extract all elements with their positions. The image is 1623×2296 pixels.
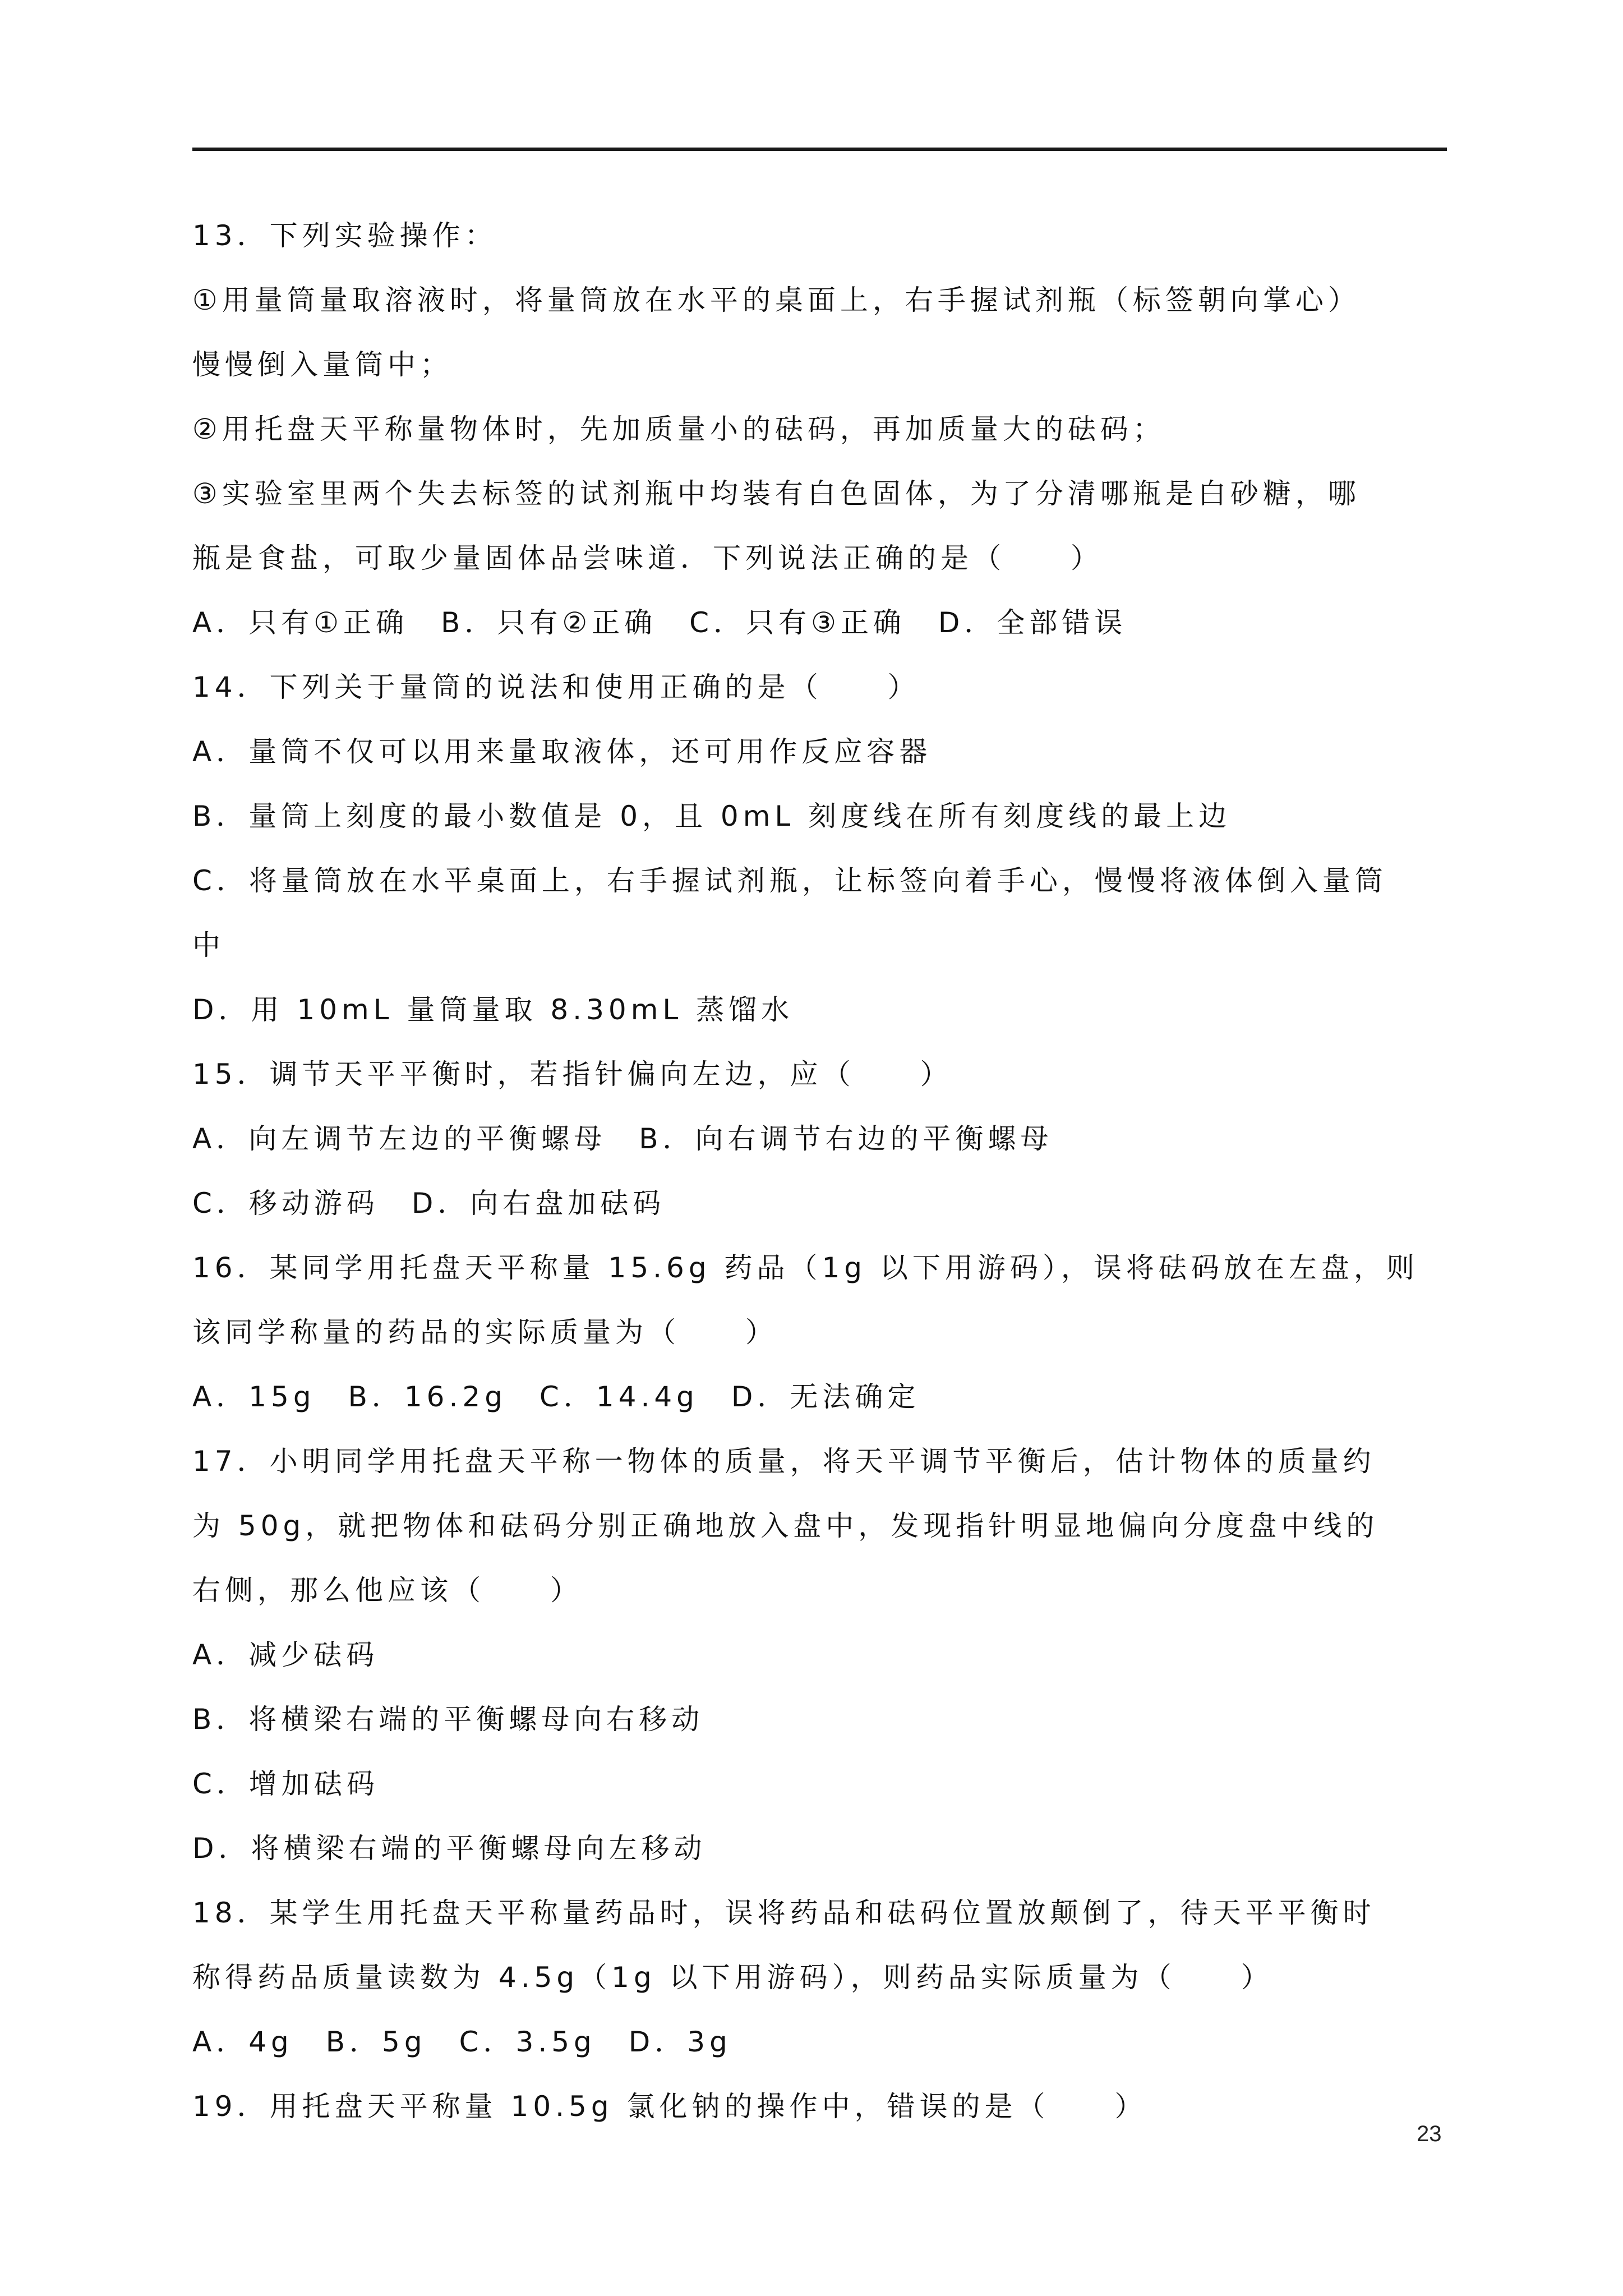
q17-option-b: B．将横梁右端的平衡螺母向右移动 [192, 1703, 704, 1736]
q17-option-a: A．减少砝码 [192, 1639, 379, 1671]
q16-options: A．15g B．16.2g C．14.4g D．无法确定 [192, 1381, 920, 1413]
q14-stem: 14．下列关于量筒的说法和使用正确的是（ ） [192, 671, 920, 703]
q13-item-1: ①用量筒量取溶液时，将量筒放在水平的桌面上，右手握试剂瓶（标签朝向掌心） [192, 284, 1361, 316]
document-body [192, 204, 1447, 2139]
q15-options-ab: A．向左调节左边的平衡螺母 B．向右调节右边的平衡螺母 [192, 1122, 1053, 1155]
q18-stem-cont: 称得药品质量读数为 4.5g（1g 以下用游码），则药品实际质量为（ ） [192, 1961, 1274, 1994]
q15-stem: 15．调节天平平衡时，若指针偏向左边，应（ ） [192, 1058, 953, 1091]
page-number: 23 [1417, 2122, 1442, 2146]
q18-options: A．4g B．5g C．3.5g D．3g [192, 2026, 732, 2058]
q13-options: A．只有①正确 B．只有②正确 C．只有③正确 D．全部错误 [192, 606, 1127, 639]
q13-stem: 13．下列实验操作： [192, 219, 497, 252]
q19-stem: 19．用托盘天平称量 10.5g 氯化钠的操作中，错误的是（ ） [192, 2090, 1147, 2123]
q16-stem: 16．某同学用托盘天平称量 15.6g 药品（1g 以下用游码），误将砝码放在左盘，则 [192, 1251, 1419, 1284]
q14-option-b: B．量筒上刻度的最小数值是 0，且 0mL 刻度线在所有刻度线的最上边 [192, 800, 1232, 832]
q17-stem-cont-1: 为 50g，就把物体和砝码分别正确地放入盘中，发现指针明显地偏向分度盘中线的 [192, 1510, 1379, 1542]
q13-item-2: ②用托盘天平称量物体时，先加质量小的砝码，再加质量大的砝码； [192, 413, 1165, 445]
q14-option-d: D．用 10mL 量筒量取 8.30mL 蒸馏水 [192, 993, 794, 1026]
q13-item-3: ③实验室里两个失去标签的试剂瓶中均装有白色固体，为了分清哪瓶是白砂糖，哪 [192, 477, 1361, 510]
q13-item-3-cont: 瓶是食盐，可取少量固体品尝味道．下列说法正确的是（ ） [192, 542, 1103, 574]
q16-stem-cont: 该同学称量的药品的实际质量为（ ） [192, 1316, 778, 1349]
q14-option-c: C．将量筒放在水平桌面上，右手握试剂瓶，让标签向着手心，慢慢将液体倒入量筒 [192, 864, 1387, 897]
q14-option-a: A．量筒不仅可以用来量取液体，还可用作反应容器 [192, 735, 932, 768]
q17-option-d: D．将横梁右端的平衡螺母向左移动 [192, 1832, 707, 1865]
q15-options-cd: C．移动游码 D．向右盘加砝码 [192, 1187, 666, 1220]
q18-stem: 18．某学生用托盘天平称量药品时，误将药品和砝码位置放颠倒了，待天平平衡时 [192, 1897, 1376, 1929]
q17-stem-cont-2: 右侧，那么他应该（ ） [192, 1574, 583, 1607]
q13-item-1-cont: 慢慢倒入量筒中； [192, 348, 453, 381]
q17-option-c: C．增加砝码 [192, 1768, 379, 1800]
q14-option-c-cont: 中 [192, 929, 225, 961]
q17-stem: 17．小明同学用托盘天平称一物体的质量，将天平调节平衡后，估计物体的质量约 [192, 1445, 1376, 1478]
header-rule [192, 148, 1447, 151]
